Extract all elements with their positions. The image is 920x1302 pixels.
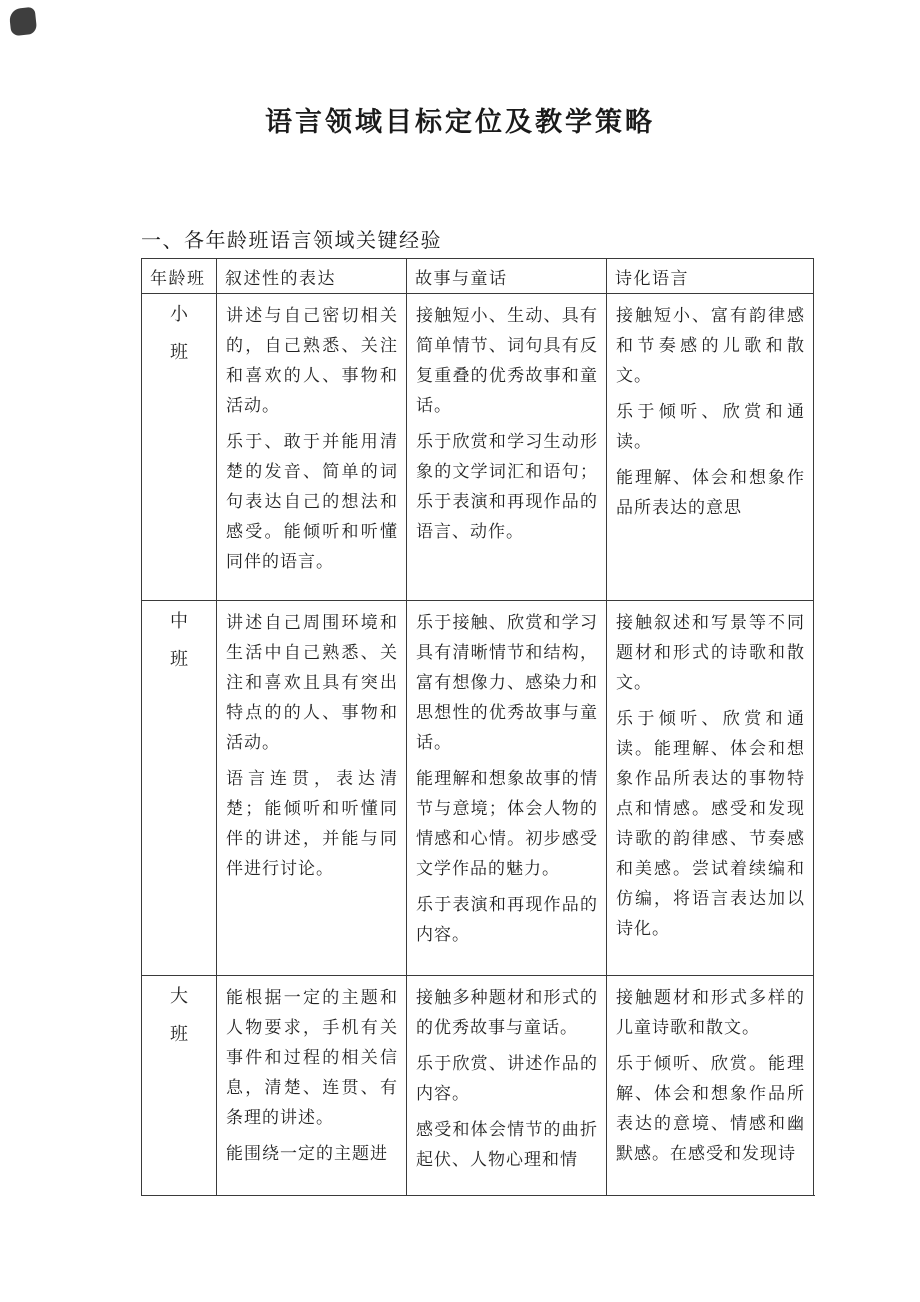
age-class-label: 小班 (170, 304, 188, 362)
cell-paragraph: 能理解和想象故事的情节与意境；体会人物的情感和心情。初步感受文学作品的魅力。 (416, 769, 598, 878)
cell-paragraph: 乐于倾听、欣赏。能理解、体会和想象作品所表达的意境、情感和幽默感。在感受和发现诗 (616, 1054, 805, 1163)
cell-paragraph: 乐于欣赏、讲述作品的内容。 (416, 1054, 598, 1103)
cell-paragraph: 乐于、敢于并能用清楚的发音、简单的词句表达自己的想法和感受。能倾听和听懂同伴的语言。 (226, 432, 398, 571)
age-class-cell-daban (142, 976, 217, 1197)
table-row-zhongban (142, 601, 814, 976)
cell-paragraph: 能围绕一定的主题进 (226, 1144, 388, 1163)
table-header-row (142, 259, 814, 294)
column-header-age-class: 年龄班 (142, 259, 217, 294)
story-cell-daban (407, 976, 607, 1197)
table-row-xiaoban (142, 294, 814, 601)
cell-paragraph: 讲述与自己密切相关的，自己熟悉、关注和喜欢的人、事物和活动。 (226, 306, 398, 415)
column-header-narrative-expression: 叙述性的表达 (217, 259, 407, 294)
cell-paragraph: 语言连贯，表达清楚；能倾听和听懂同伴的讲述，并能与同伴进行讨论。 (226, 769, 398, 878)
cell-paragraph: 乐于接触、欣赏和学习具有清晰情节和结构，富有想像力、感染力和思想性的优秀故事与童话。 (416, 613, 598, 752)
age-class-label: 大班 (170, 986, 188, 1044)
cell-paragraph: 接触多种题材和形式的的优秀故事与童话。 (416, 988, 598, 1037)
cell-paragraph: 接触短小、富有韵律感和节奏感的儿歌和散文。 (616, 306, 805, 385)
column-header-poetic-language: 诗化语言 (607, 259, 814, 294)
narrative-cell-zhongban (217, 601, 407, 976)
cell-paragraph: 乐于倾听、欣赏和通读。能理解、体会和想象作品所表达的事物特点和情感。感受和发现诗歌的韵律感、节奏感和美感。尝试着续编和仿编，将语言表达加以诗化。 (616, 709, 805, 938)
age-class-label: 中班 (170, 611, 188, 669)
poetic-cell-daban (607, 976, 814, 1197)
story-cell-zhongban (407, 601, 607, 976)
poetic-cell-xiaoban (607, 294, 814, 601)
cell-paragraph: 接触叙述和写景等不同题材和形式的诗歌和散文。 (616, 613, 805, 692)
column-header-stories-and-fairytales: 故事与童话 (407, 259, 607, 294)
cell-paragraph: 接触短小、生动、具有简单情节、词句具有反复重叠的优秀故事和童话。 (416, 306, 598, 415)
cell-paragraph: 乐于表演和再现作品的内容。 (416, 895, 598, 944)
age-class-cell-zhongban (142, 601, 217, 976)
document-title: 语言领域目标定位及教学策略 (265, 107, 655, 137)
key-experience-table (141, 258, 814, 1196)
section-heading: 一、各年龄班语言领域关键经验 (141, 230, 442, 252)
narrative-cell-daban (217, 976, 407, 1197)
cell-paragraph: 讲述自己周围环境和生活中自己熟悉、关注和喜欢且具有突出特点的的人、事物和活动。 (226, 613, 398, 752)
poetic-cell-zhongban (607, 601, 814, 976)
cell-paragraph: 乐于欣赏和学习生动形象的文学词汇和语句；乐于表演和再现作品的语言、动作。 (416, 432, 598, 541)
cell-paragraph: 能理解、体会和想象作品所表达的意思 (616, 468, 805, 517)
story-cell-xiaoban (407, 294, 607, 601)
cell-paragraph: 乐于倾听、欣赏和通读。 (616, 402, 805, 451)
age-class-cell-xiaoban (142, 294, 217, 601)
narrative-cell-xiaoban (217, 294, 407, 601)
cell-paragraph: 感受和体会情节的曲折起伏、人物心理和情 (416, 1120, 598, 1169)
table-page-clip (141, 258, 815, 1196)
table-row-daban (142, 976, 814, 1197)
cell-paragraph: 接触题材和形式多样的儿童诗歌和散文。 (616, 988, 805, 1037)
cell-paragraph: 能根据一定的主题和人物要求，手机有关事件和过程的相关信息，清楚、连贯、有条理的讲述。 (226, 988, 398, 1127)
scan-artifact-mark (9, 7, 38, 37)
